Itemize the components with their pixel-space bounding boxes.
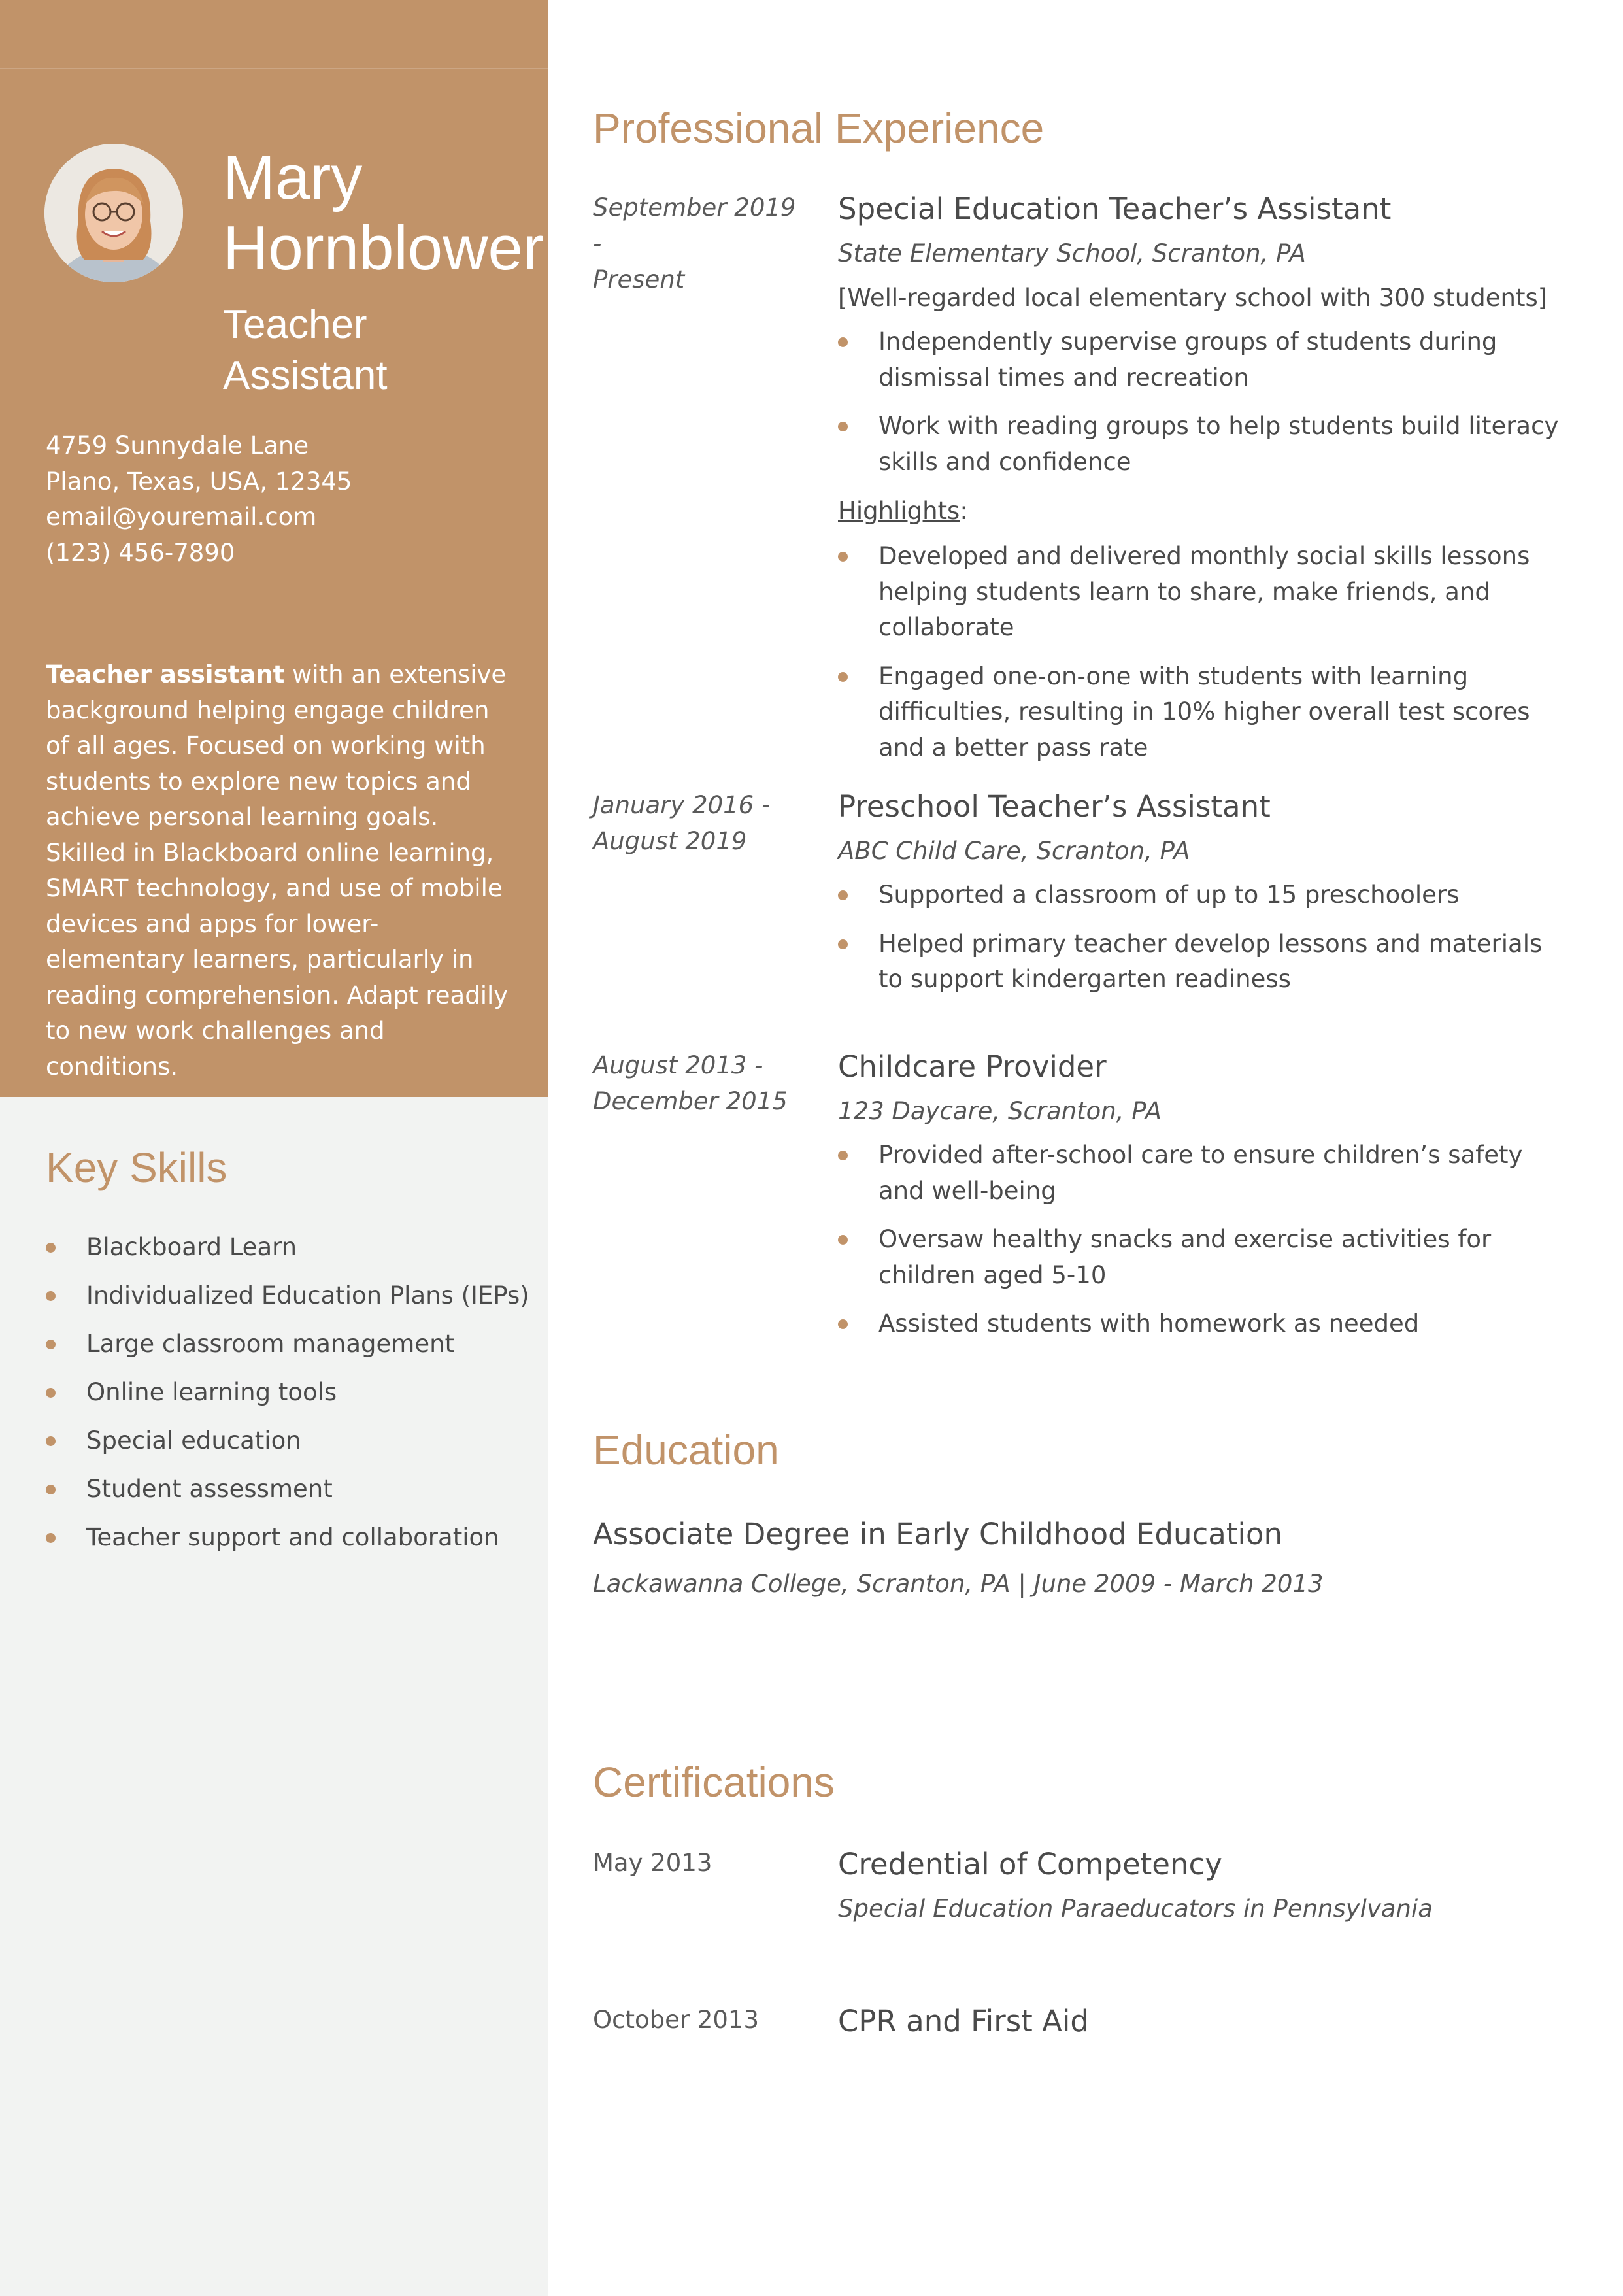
skill-item [46,1517,529,1565]
cert-name: Credential of Competency [838,1847,1222,1882]
skills-list [46,1226,529,1565]
cert-date: May 2013 [593,1849,712,1877]
bullet-icon [46,1436,56,1446]
degree-title: Associate Degree in Early Childhood Education [593,1517,1283,1551]
list-item [838,1138,1560,1209]
person-name [223,143,543,284]
skill-item [46,1468,529,1517]
bullet-icon [838,1151,848,1160]
job-bullets [838,1138,1560,1342]
summary-text: with an extensive background helping engage children of all ages. Focused on working with students to explore new topics and achieve personal learning goals. Skilled in Blackboard online learning, SMART technology, and use of mobile devices and apps for lower-elementary learners, particularly in reading comprehension. Adapt readily to new work challenges and conditions. [46,660,509,1081]
job-date [593,787,809,859]
experience-title: Professional Experience [593,105,1045,152]
bullet-icon [838,939,848,949]
bullet-icon [46,1485,56,1494]
job-body [838,190,1560,779]
email[interactable]: email@youremail.com [46,503,317,531]
job-title: Preschool Teacher’s Assistant [838,789,1271,824]
skill-label: Individualized Education Plans (IEPs) [86,1281,529,1309]
bullet-icon [46,1291,56,1301]
cert-body [838,2002,1560,2041]
education-title: Education [593,1427,779,1474]
profile-photo [44,144,183,282]
list-item [838,926,1560,998]
job-body [838,787,1560,1011]
role-line-2: Assistant [223,353,388,398]
list-item [838,409,1560,480]
job-date [593,1047,809,1119]
degree-details: Lackawanna College, Scranton, PA | June 2009 - March 2013 [593,1570,1324,1598]
list-item [838,1306,1560,1342]
list-item [838,877,1560,913]
role-line-1: Teacher [223,302,367,347]
job-title: Special Education Teacher’s Assistant [838,192,1392,226]
job-body [838,1047,1560,1355]
address: 4759 Sunnydale Lane [46,431,309,460]
bullet-icon [838,672,848,682]
cert-issuer: Special Education Paraeducators in Pennsylvania [838,1895,1433,1923]
bullet-icon [46,1533,56,1543]
job-title: Childcare Provider [838,1049,1107,1084]
bullet-text: Provided after-school care to ensure children’s safety and well-being [878,1141,1523,1205]
phone: (123) 456-7890 [46,538,235,567]
bullet-text: Helped primary teacher develop lessons and materials to support kindergarten readiness [878,929,1543,993]
profile-summary [46,657,516,1085]
bullet-text: Assisted students with homework as needed [878,1309,1420,1338]
date-end: August 2019 [593,827,747,855]
list-item [838,324,1560,396]
bullet-icon [838,1235,848,1245]
skill-item [46,1323,529,1372]
highlights-list [838,539,1560,766]
highlights-heading: Highlights: [838,497,968,525]
bullet-icon [46,1243,56,1253]
bullet-icon [838,422,848,431]
job-date [593,190,809,297]
cert-date: October 2013 [593,2006,759,2034]
list-item [838,1222,1560,1293]
skill-label: Special education [86,1427,301,1455]
bullet-icon [838,552,848,562]
bullet-text: Independently supervise groups of students during dismissal times and recreation [878,328,1498,392]
skill-label: Teacher support and collaboration [86,1523,499,1551]
bullet-icon [838,337,848,347]
avatar [44,144,183,282]
job-bullets [838,324,1560,480]
bullet-text: Engaged one-on-one with students with learning difficulties, resulting in 10% higher overall test scores and a better pass rate [878,662,1530,762]
list-item [838,539,1560,646]
skills-title: Key Skills [46,1144,227,1191]
cert-body [838,1845,1560,1935]
date-end: Present [593,265,685,294]
sidebar-divider [0,68,548,69]
job-company: ABC Child Care, Scranton, PA [838,837,1190,865]
date-start: August 2013 - [593,1051,763,1079]
date-start: January 2016 - [593,791,771,819]
job-role [223,299,537,401]
skill-item [46,1420,529,1468]
job-description: [Well-regarded local elementary school with 300 students] [838,284,1548,312]
last-name: Hornblower [223,213,544,283]
date-end: December 2015 [593,1087,788,1115]
summary-bold: Teacher assistant [46,660,285,688]
job-company: 123 Daycare, Scranton, PA [838,1097,1162,1125]
bullet-icon [838,1319,848,1329]
bullet-text: Developed and delivered monthly social skills lessons helping students learn to share, make friends, and collaborate [878,542,1530,641]
skill-item [46,1226,529,1275]
bullet-text: Supported a classroom of up to 15 preschoolers [878,881,1460,909]
bullet-text: Work with reading groups to help students build literacy skills and confidence [878,412,1559,476]
skill-label: Online learning tools [86,1378,337,1406]
skill-item [46,1275,529,1323]
skill-item [46,1372,529,1420]
bullet-text: Oversaw healthy snacks and exercise activities for children aged 5-10 [878,1225,1492,1289]
highlights-label: Highlights [838,497,960,525]
contact-info [46,428,352,571]
bullet-icon [46,1388,56,1398]
skill-label: Large classroom management [86,1330,455,1358]
city: Plano, Texas, USA, 12345 [46,467,352,496]
skill-label: Student assessment [86,1475,333,1503]
cert-name: CPR and First Aid [838,2004,1089,2038]
list-item [838,659,1560,766]
certifications-title: Certifications [593,1759,835,1806]
bullet-icon [838,890,848,900]
skill-label: Blackboard Learn [86,1233,297,1261]
job-company: State Elementary School, Scranton, PA [838,239,1306,267]
date-start: September 2019 - [593,194,796,258]
bullet-icon [46,1340,56,1349]
first-name: Mary [223,143,363,212]
job-bullets [838,877,1560,998]
